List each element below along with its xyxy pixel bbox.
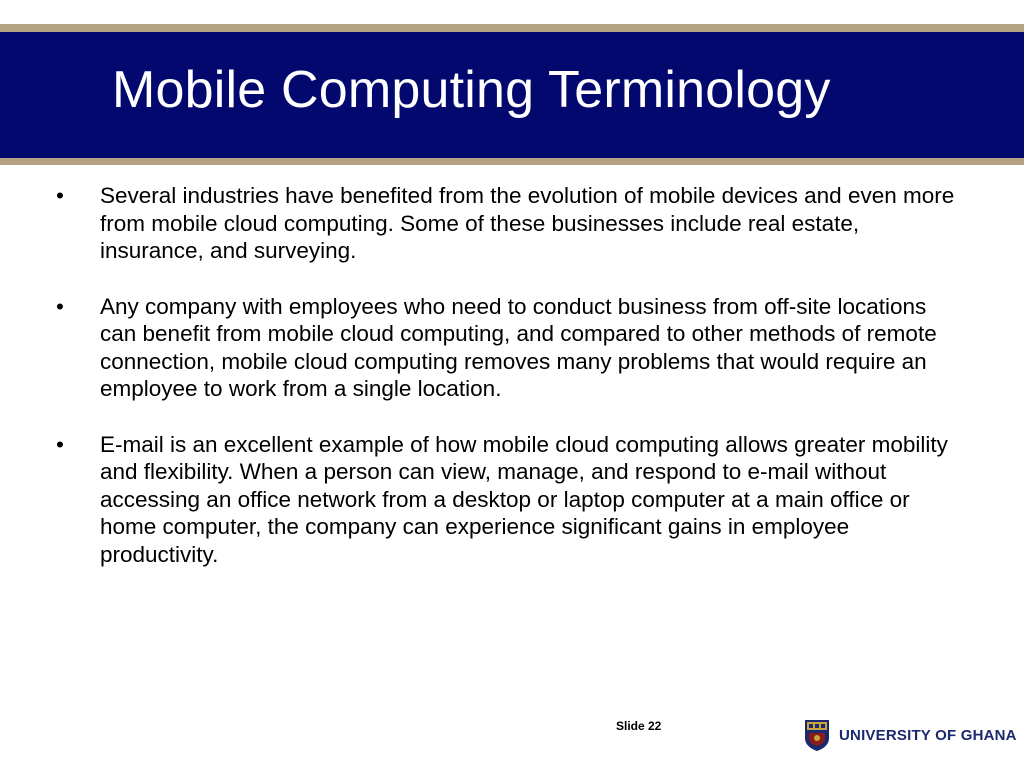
- bullet-item: [56, 431, 961, 569]
- bullet-text: Any company with employees who need to conduct business from off-site locations can benefit from mobile cloud computing, and compared to other methods of remote connection, mobile cloud computing removes many problems that would require an employee to work from a single location.: [100, 293, 937, 401]
- university-logo: [803, 718, 1017, 752]
- university-crest-icon: [803, 718, 831, 752]
- slide-title: Mobile Computing Terminology: [112, 61, 831, 119]
- bullet-text: E-mail is an excellent example of how mobile cloud computing allows greater mobility and flexibility. When a person can view, manage, and respond to e-mail without accessing an office network from a desktop or laptop computer at a main office or home computer, the company can experience significant gains in employee productivity.: [100, 431, 948, 567]
- bullet-list: [56, 182, 961, 596]
- top-accent-strip: [0, 24, 1024, 32]
- bullet-marker: •: [56, 431, 64, 457]
- bottom-accent-strip: [0, 158, 1024, 165]
- university-name: UNIVERSITY OF GHANA: [839, 726, 1017, 744]
- slide-number: Slide 22: [616, 719, 662, 733]
- bullet-item: [56, 182, 961, 265]
- bullet-marker: •: [56, 183, 64, 208]
- bullet-text: Several industries have benefited from the evolution of mobile devices and even more from mobile cloud computing. Some of these businesses include real estate, insurance, and surveying.: [100, 183, 955, 263]
- bullet-item: [56, 293, 961, 403]
- bullet-marker: •: [56, 293, 64, 319]
